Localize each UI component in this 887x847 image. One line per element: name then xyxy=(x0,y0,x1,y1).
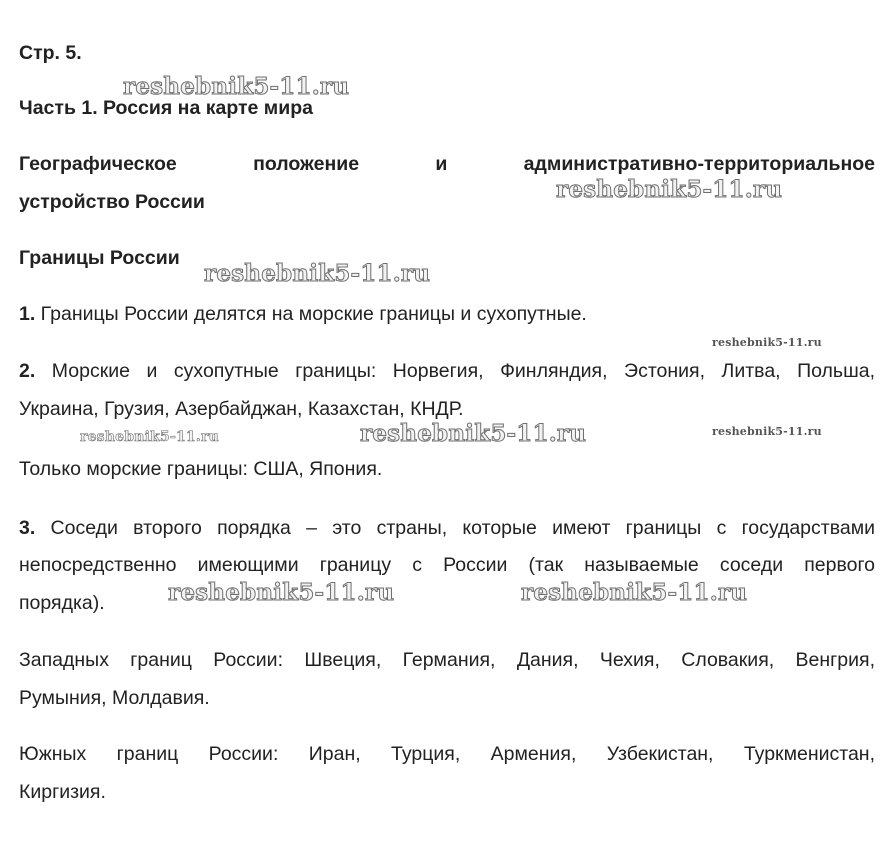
item-1 xyxy=(19,302,875,326)
watermark: reshebnik5-11.ru xyxy=(204,260,431,287)
watermark: reshebnik5-11.ru xyxy=(360,420,587,447)
watermark: reshebnik5-11.ru xyxy=(168,579,395,606)
southern-line1: Южных границ России: Иран, Турция, Армения, Узбекистан, Туркменистан, xyxy=(19,743,875,765)
item-3-number: 3. xyxy=(19,517,36,539)
item-2-number: 2. xyxy=(19,360,36,382)
item-3-text: Соседи второго порядка – это страны, которые имеют границы с государствами xyxy=(35,517,875,539)
item-3-line1 xyxy=(19,516,875,540)
item-1-number: 1. xyxy=(19,303,36,325)
watermark: reshebnik5-11.ru xyxy=(556,176,783,203)
subsection-title: Границы России xyxy=(19,247,180,269)
item-3-line2: непосредственно имеющими границу с России (так называемые соседи первого xyxy=(19,554,875,576)
watermark: reshebnik5-11.ru xyxy=(712,336,822,349)
western-line2: Румыния, Молдавия. xyxy=(19,687,210,709)
item-3-line3: порядка). xyxy=(19,592,105,614)
part-title: Часть 1. Россия на карте мира xyxy=(19,97,313,119)
watermark: reshebnik5-11.ru xyxy=(123,73,350,100)
watermark: reshebnik5-11.ru xyxy=(521,579,748,606)
southern-line2: Киргизия. xyxy=(19,781,106,803)
page-label: Стр. 5. xyxy=(19,42,82,64)
section-title-line2: устройство России xyxy=(19,191,205,213)
watermark: reshebnik5-11.ru xyxy=(80,429,219,445)
item-1-text: Границы России делятся на морские границы и сухопутные. xyxy=(35,303,587,325)
item-2-line1 xyxy=(19,359,875,383)
item-2-line2: Украина, Грузия, Азербайджан, Казахстан, КНДР. xyxy=(19,398,464,420)
western-line1: Западных границ России: Швеция, Германия, Дания, Чехия, Словакия, Венгрия, xyxy=(19,649,875,671)
watermark: reshebnik5-11.ru xyxy=(712,425,822,438)
item-2-line3: Только морские границы: США, Япония. xyxy=(19,458,383,480)
section-title-line1: Географическое положение и административно-территориальное xyxy=(19,153,875,175)
item-2-text: Морские и сухопутные границы: Норвегия, Финляндия, Эстония, Литва, Польша, xyxy=(35,360,875,382)
